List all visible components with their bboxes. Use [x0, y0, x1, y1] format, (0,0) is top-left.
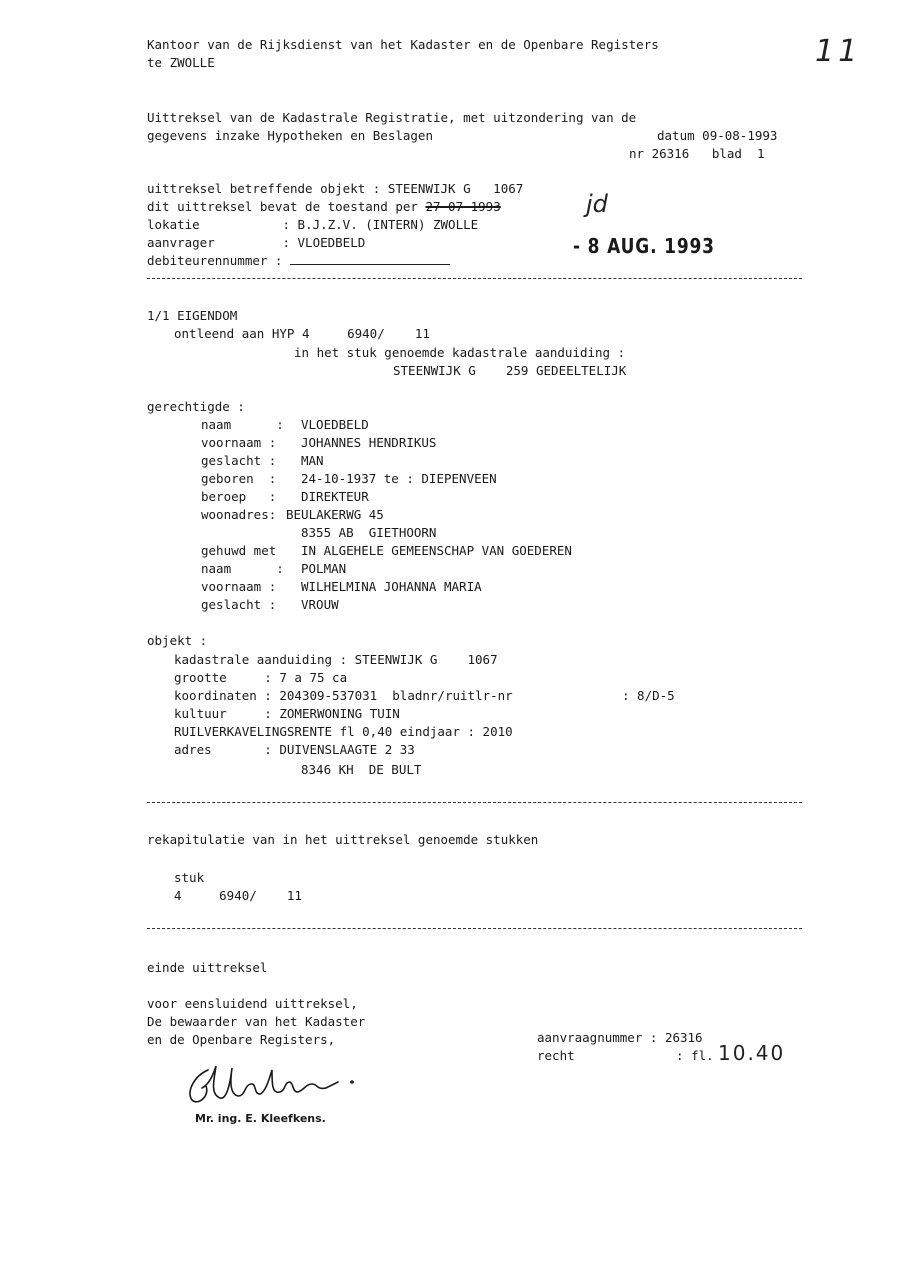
objekt-kad-label: kadastrale aanduiding :: [174, 652, 348, 667]
objekt-adres-row: [174, 741, 415, 759]
date-stamp: - 8 AUG. 1993: [573, 234, 715, 258]
gerechtigde-label: beroep :: [201, 489, 277, 504]
aanvrager-row: aanvrager : VLOEDBELD: [147, 235, 366, 250]
blad-value: 1: [756, 146, 765, 161]
nr-label: nr: [629, 146, 645, 161]
recap-row: 4 6940/ 11: [174, 888, 302, 903]
blad-label: blad: [711, 146, 742, 161]
recap-col-label: stuk: [174, 870, 205, 885]
state-date-struck: 27-07-1993: [425, 199, 501, 214]
gerechtigde-value: 8355 AB GIETHOORN: [301, 525, 437, 540]
end-label: einde uittreksel: [147, 960, 268, 975]
gerechtigde-label: voornaam :: [201, 435, 277, 450]
title-line-2: gegevens inzake Hypotheken en Beslagen: [147, 128, 433, 143]
objekt-kultuur-label: kultuur :: [174, 706, 272, 721]
divider: [147, 802, 802, 803]
objekt-adres-value-2: 8346 KH DE BULT: [301, 762, 422, 777]
aanvraag-row: [537, 1029, 703, 1047]
debiteur-row: [147, 252, 450, 270]
divider: [147, 928, 802, 929]
objekt-ruil-line: RUILVERKAVELINGSRENTE fl 0,40 eindjaar : 2010: [174, 724, 513, 739]
objekt-kultuur-value: ZOMERWONING TUIN: [279, 706, 400, 721]
recht-value: 10.40: [718, 1041, 786, 1065]
recht-label: recht: [537, 1048, 575, 1063]
eigendom-piece-value: STEENWIJK G 259 GEDEELTELIJK: [393, 363, 627, 378]
title-line-1: Uittreksel van de Kadastrale Registratie, met uitzondering van de: [147, 110, 637, 125]
object-row: [147, 180, 523, 198]
signature-icon: [180, 1058, 370, 1108]
eigendom-heading: 1/1 EIGENDOM: [147, 308, 238, 323]
gerechtigde-value: VLOEDBELD: [301, 417, 369, 432]
gerechtigde-value: MAN: [301, 453, 324, 468]
gerechtigde-value: 24-10-1937 te : DIEPENVEEN: [301, 471, 497, 486]
gerechtigde-label: geslacht :: [201, 453, 277, 468]
debiteur-label: debiteurennummer :: [147, 253, 283, 268]
objekt-blad-value: : 8/D-5: [622, 688, 675, 703]
objekt-grootte-label: grootte :: [174, 670, 272, 685]
gerechtigde-value: IN ALGEHELE GEMEENSCHAP VAN GOEDEREN: [301, 543, 572, 558]
office-line-1: Kantoor van de Rijksdienst van het Kadaster en de Openbare Registers: [147, 37, 659, 52]
aanvraag-label: aanvraagnummer :: [537, 1030, 658, 1045]
gerechtigde-value: DIREKTEUR: [301, 489, 369, 504]
objekt-heading: objekt :: [147, 633, 208, 648]
eigendom-piece-label: in het stuk genoemde kadastrale aanduiding :: [294, 345, 626, 360]
aanvrager-label: aanvrager: [147, 235, 215, 250]
conf-line-1: voor eensluidend uittreksel,: [147, 996, 358, 1011]
nr-row: [629, 145, 765, 163]
page-mark: 11: [815, 34, 862, 69]
gerechtigde-value: VROUW: [301, 597, 339, 612]
object-value: STEENWIJK G 1067: [387, 181, 524, 196]
conf-line-2: De bewaarder van het Kadaster: [147, 1014, 366, 1029]
gerechtigde-label: naam :: [201, 561, 284, 576]
state-label: dit uittreksel bevat de toestand per: [147, 199, 418, 214]
gerechtigde-value: POLMAN: [301, 561, 347, 576]
aanvraag-value: 26316: [664, 1030, 703, 1045]
office-line-2: te ZWOLLE: [147, 55, 215, 70]
gerechtigde-label: woonadres:: [201, 507, 277, 522]
recht-currency-row: [676, 1047, 714, 1065]
conf-line-3: en de Openbare Registers,: [147, 1032, 336, 1047]
gerechtigde-value: WILHELMINA JOHANNA MARIA: [301, 579, 482, 594]
eigendom-source-label: ontleend aan: [174, 326, 265, 341]
datum-value: 09-08-1993: [702, 128, 778, 143]
state-row: [147, 198, 501, 216]
objekt-kad-value: STEENWIJK G 1067: [354, 652, 498, 667]
gerechtigde-value: JOHANNES HENDRIKUS: [301, 435, 437, 450]
gerechtigde-heading: gerechtigde :: [147, 399, 245, 414]
objekt-grootte-value: 7 a 75 ca: [279, 670, 348, 685]
objekt-blad-label: bladnr/ruitlr-nr: [392, 688, 513, 703]
gerechtigde-label: geboren :: [201, 471, 277, 486]
nr-value: 26316: [651, 146, 690, 161]
gerechtigde-label: voornaam :: [201, 579, 277, 594]
signer-name: Mr. ing. E. Kleefkens.: [195, 1112, 326, 1125]
objekt-koord-row: [174, 687, 513, 705]
objekt-adres-label: adres :: [174, 742, 272, 757]
eigendom-source-value: HYP 4 6940/ 11: [271, 326, 430, 341]
objekt-grootte-row: [174, 669, 347, 687]
recap-heading: rekapitulatie van in het uittreksel genoemde stukken: [147, 832, 539, 847]
divider: [147, 278, 802, 279]
recht-sep: :: [676, 1048, 684, 1063]
lokatie-row: lokatie : B.J.Z.V. (INTERN) ZWOLLE: [147, 217, 479, 232]
gerechtigde-label: geslacht :: [201, 597, 277, 612]
recht-currency: fl.: [691, 1048, 714, 1063]
gerechtigde-value: BEULAKERWG 45: [286, 507, 384, 522]
objekt-kad-row: [174, 651, 498, 669]
datum-row: [657, 127, 777, 145]
datum-label: datum: [657, 128, 695, 143]
objekt-koord-value: 204309-537031: [279, 688, 378, 703]
lokatie-value: B.J.Z.V. (INTERN) ZWOLLE: [297, 217, 479, 232]
aanvrager-value: VLOEDBELD: [297, 235, 366, 250]
eigendom-source-row: [174, 325, 430, 343]
object-label: uittreksel betreffende objekt :: [147, 181, 381, 196]
gerechtigde-label: naam :: [201, 417, 284, 432]
gerechtigde-label: gehuwd met: [201, 543, 277, 558]
lokatie-label: lokatie: [147, 217, 200, 232]
state-initials: jd: [586, 190, 608, 218]
objekt-adres-value-1: DUIVENSLAAGTE 2 33: [279, 742, 415, 757]
objekt-koord-label: koordinaten :: [174, 688, 272, 703]
debiteur-field: [290, 252, 450, 265]
objekt-kultuur-row: [174, 705, 400, 723]
